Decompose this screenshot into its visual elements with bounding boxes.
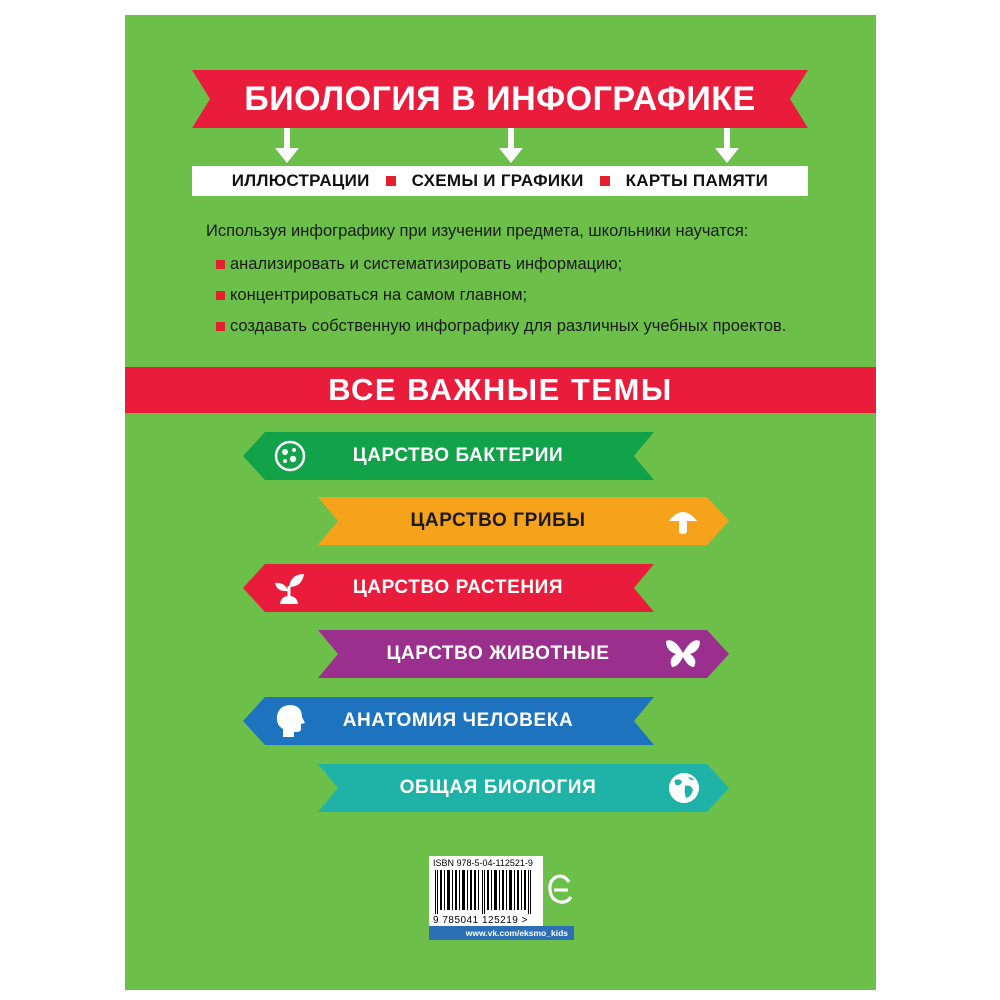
- globe-icon: [667, 771, 701, 805]
- arrow-down-icon: [272, 128, 302, 166]
- arrow-down-icon: [712, 128, 742, 166]
- topic-label: ЦАРСТВО ЖИВОТНЫЕ: [386, 643, 610, 664]
- topic-ribbon-plants: [243, 564, 654, 612]
- feature-illustrations: ИЛЛЮСТРАЦИИ: [231, 171, 370, 190]
- feature-mind-maps: КАРТЫ ПАМЯТИ: [625, 171, 769, 190]
- bullet-square: [216, 260, 225, 269]
- section-title: ВСЕ ВАЖНЫЕ ТЕМЫ: [328, 372, 673, 407]
- topic-ribbon-bacteria: [243, 432, 654, 480]
- barcode-image: [435, 870, 537, 914]
- sprout-icon: [271, 570, 307, 606]
- topic-ribbon-fungi: [318, 497, 729, 545]
- topic-ribbon-animals: [318, 630, 729, 678]
- bullet-item: [216, 255, 622, 274]
- bullet-square: [216, 322, 225, 331]
- bullet-text: концентрироваться на самом главном;: [230, 286, 528, 304]
- isbn-barcode-box: [429, 856, 543, 932]
- intro-text: Используя инфографику при изучении предмета, школьники научатся:: [206, 222, 749, 240]
- topic-label: ЦАРСТВО РАСТЕНИЯ: [352, 577, 564, 598]
- book-title: БИОЛОГИЯ В ИНФОГРАФИКЕ: [244, 80, 756, 118]
- arrow-down-icon: [496, 128, 526, 166]
- mushroom-icon: [666, 505, 700, 539]
- separator-square: [600, 176, 610, 186]
- topic-ribbon-general-biology: [318, 764, 729, 812]
- isbn-text: ISBN 978-5-04-112521-9: [433, 858, 533, 868]
- barcode-number: 9 785041 125219 >: [433, 915, 528, 926]
- butterfly-icon: [664, 637, 702, 671]
- bullet-square: [216, 291, 225, 300]
- bullet-item: [216, 286, 527, 305]
- topic-label: АНАТОМИЯ ЧЕЛОВЕКА: [342, 710, 574, 731]
- bullet-item: [216, 317, 786, 336]
- bullet-text: анализировать и систематизировать информацию;: [230, 255, 623, 273]
- section-band: [125, 367, 876, 413]
- bacteria-icon: [273, 439, 307, 473]
- social-link[interactable]: www.vk.com/eksmo_kids: [429, 926, 574, 940]
- eksmo-logo-icon: [548, 872, 574, 908]
- topic-ribbon-anatomy: [243, 697, 654, 745]
- topic-label: ЦАРСТВО ГРИБЫ: [410, 510, 586, 531]
- separator-square: [386, 176, 396, 186]
- features-strip: [192, 166, 808, 196]
- title-ribbon: [192, 70, 808, 132]
- bullet-text: создавать собственную инфографику для различных учебных проектов.: [230, 317, 787, 335]
- feature-schemes: СХЕМЫ И ГРАФИКИ: [411, 171, 584, 190]
- topic-label: ЦАРСТВО БАКТЕРИИ: [352, 445, 564, 466]
- human-head-icon: [273, 703, 307, 739]
- topic-label: ОБЩАЯ БИОЛОГИЯ: [399, 777, 597, 798]
